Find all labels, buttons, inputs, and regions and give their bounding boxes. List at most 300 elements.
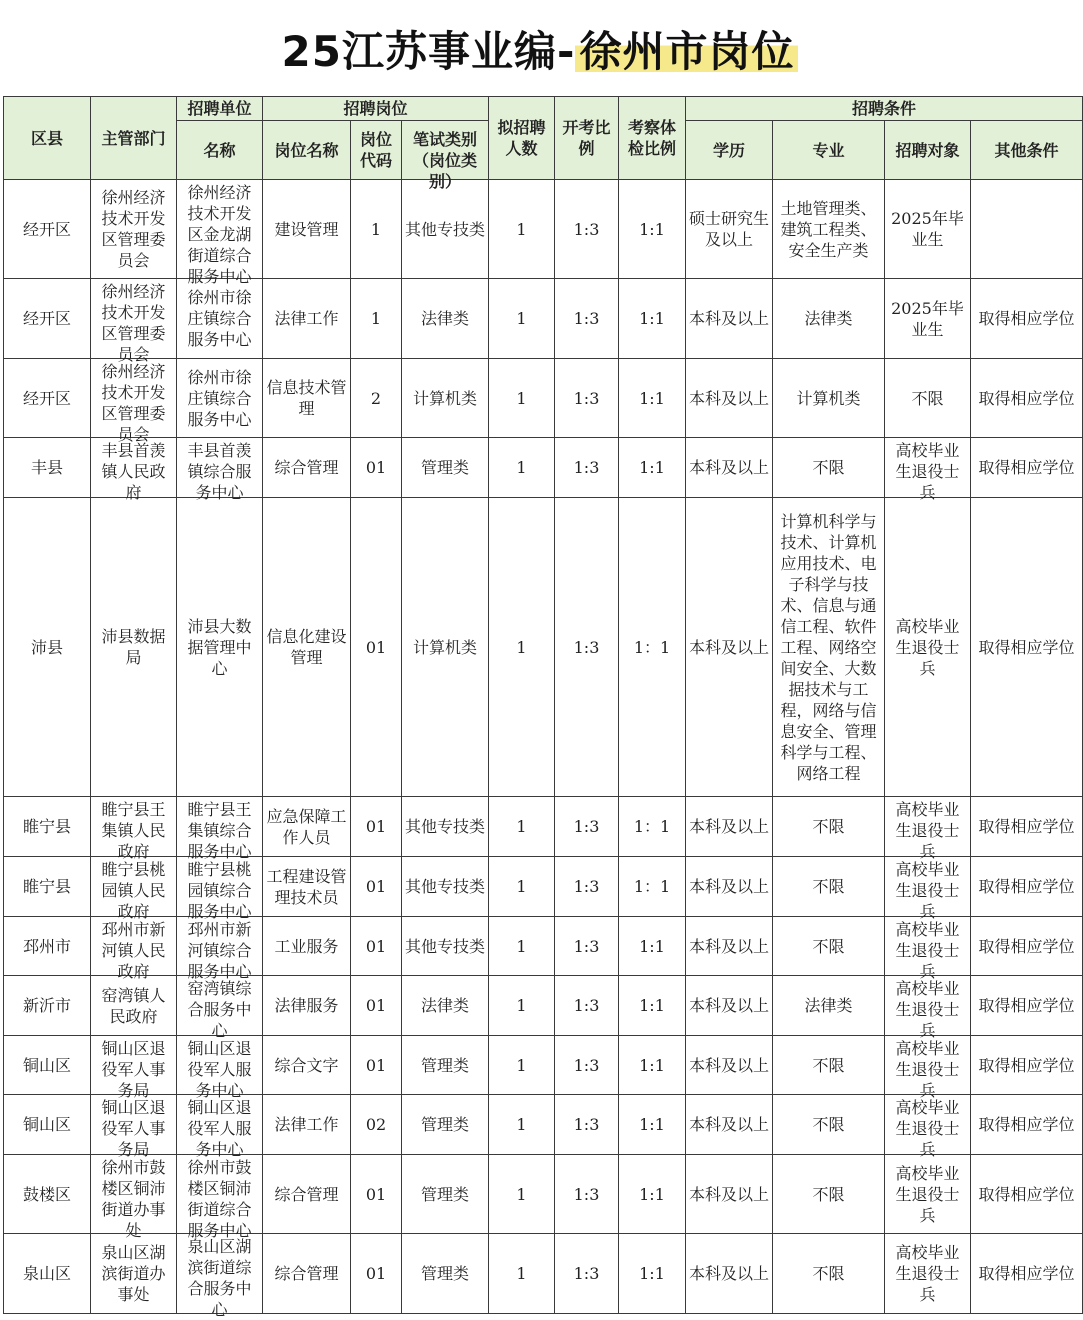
cell-other-text: 取得相应学位 [978, 458, 1075, 477]
cell-dept-text: 徐州经济技术开发区管理委员会 [101, 281, 166, 364]
cell-check [619, 1155, 686, 1234]
cell-post-text: 综合管理 [274, 458, 339, 477]
cell-district [4, 797, 91, 857]
cell-exam [402, 438, 489, 498]
cell-num-text: 1 [516, 936, 527, 956]
cell-district-text: 铜山区 [22, 1115, 71, 1134]
cell-code-text: 02 [365, 1115, 387, 1134]
cell-ratio-text: 1:3 [573, 388, 600, 408]
cell-target [885, 498, 971, 797]
table-row [4, 976, 1083, 1036]
cell-edu-text: 本科及以上 [689, 1115, 770, 1134]
cell-target [885, 279, 971, 359]
cell-unit-text: 徐州经济技术开发区金龙湖街道综合服务中心 [187, 182, 252, 286]
cell-target [885, 180, 971, 279]
cell-district-text: 邳州市 [22, 936, 71, 956]
cell-dept [91, 498, 177, 797]
cell-num-text: 1 [516, 877, 527, 896]
table-row [4, 797, 1083, 857]
cell-code [351, 498, 402, 797]
cell-district-text: 沛县 [30, 637, 63, 657]
cell-check [619, 279, 686, 359]
cell-post-text: 综合管理 [274, 1184, 339, 1204]
cell-ratio [555, 279, 619, 359]
cell-unit [177, 438, 263, 502]
cell-other [971, 1234, 1083, 1314]
header-other: 其他条件 [971, 121, 1083, 180]
cell-post [263, 1234, 351, 1314]
cell-code-text: 01 [365, 936, 387, 956]
header-dept: 主管部门 [91, 97, 177, 180]
cell-exam-text: 其他专技类 [405, 936, 486, 956]
cell-district-text: 经开区 [22, 388, 71, 408]
cell-post [263, 797, 351, 857]
cell-ratio [555, 976, 619, 1036]
cell-check [619, 180, 686, 279]
cell-dept-text: 徐州经济技术开发区管理委员会 [101, 188, 166, 270]
cell-unit-text: 铜山区退役军人服务中心 [187, 1038, 252, 1100]
cell-district [4, 917, 91, 976]
cell-exam-text: 管理类 [420, 1115, 469, 1134]
cell-post-text: 法律工作 [274, 309, 339, 328]
cell-code [351, 279, 402, 359]
cell-code-text: 01 [365, 877, 387, 896]
cell-dept-text: 邳州市新河镇人民政府 [101, 919, 166, 981]
cell-exam-text: 管理类 [420, 458, 469, 477]
table-row [4, 917, 1083, 976]
cell-other [971, 1036, 1083, 1095]
cell-post-text: 综合管理 [274, 1264, 339, 1283]
cell-code-text: 01 [365, 1184, 387, 1204]
cell-code-text: 01 [365, 996, 387, 1015]
cell-exam [402, 498, 489, 797]
cell-dept-text: 铜山区退役军人事务局 [101, 1038, 166, 1100]
cell-district-text: 新沂市 [22, 996, 71, 1015]
cell-dept-text: 泉山区湖滨街道办事处 [101, 1243, 166, 1304]
cell-exam [402, 1234, 489, 1314]
cell-district-text: 铜山区 [22, 1055, 71, 1075]
cell-exam-text: 管理类 [420, 1264, 469, 1283]
cell-district-text: 经开区 [22, 219, 71, 239]
table-row [4, 1155, 1083, 1234]
cell-post-text: 法律工作 [274, 1115, 339, 1134]
cell-edu [686, 857, 773, 917]
cell-major [773, 797, 885, 857]
page-title [0, 22, 1080, 82]
cell-unit-text: 徐州市鼓楼区铜沛街道综合服务中心 [187, 1157, 252, 1240]
cell-check-text: 1:1 [639, 936, 665, 956]
cell-check [619, 1095, 686, 1155]
cell-district [4, 1155, 91, 1234]
cell-target [885, 917, 971, 981]
header-post-name: 岗位名称 [263, 121, 351, 180]
cell-dept-text: 丰县首羡镇人民政府 [101, 440, 166, 502]
cell-district [4, 1234, 91, 1314]
cell-unit [177, 857, 263, 921]
cell-check-text: 1:1 [639, 1264, 665, 1283]
cell-other-text: 取得相应学位 [978, 1184, 1075, 1204]
cell-dept [91, 857, 177, 921]
cell-unit [177, 359, 263, 438]
cell-edu-text: 本科及以上 [689, 936, 770, 956]
cell-district [4, 180, 91, 279]
cell-major-text: 不限 [812, 458, 845, 477]
cell-major-text: 计算机类 [796, 388, 861, 408]
cell-edu [686, 1036, 773, 1095]
cell-ratio [555, 438, 619, 498]
cell-dept [91, 1155, 177, 1240]
cell-edu-text: 本科及以上 [689, 1184, 770, 1204]
cell-major [773, 279, 885, 359]
cell-exam [402, 180, 489, 279]
cell-edu [686, 498, 773, 797]
header-major: 专业 [773, 121, 885, 180]
cell-target-text: 2025年毕业生 [891, 209, 964, 249]
cell-other [971, 180, 1083, 279]
cell-num [489, 1234, 555, 1314]
cell-other [971, 498, 1083, 797]
cell-unit-text: 泉山区湖滨街道综合服务中心 [187, 1236, 252, 1319]
cell-dept-text: 睢宁县桃园镇人民政府 [101, 859, 166, 921]
cell-other [971, 857, 1083, 917]
cell-ratio-text: 1:3 [573, 877, 600, 896]
cell-code [351, 180, 402, 279]
cell-post-text: 工程建设管理技术员 [266, 866, 347, 907]
cell-ratio [555, 1095, 619, 1155]
header-conditions-group: 招聘条件 [686, 97, 1083, 121]
cell-major-text: 不限 [812, 936, 845, 956]
cell-dept [91, 1036, 177, 1100]
cell-target-text: 高校毕业生退役士兵 [895, 978, 960, 1040]
cell-major [773, 1155, 885, 1234]
cell-ratio-text: 1:3 [573, 1184, 600, 1204]
cell-edu-text: 本科及以上 [689, 996, 770, 1015]
cell-code [351, 917, 402, 976]
table-body [4, 180, 1083, 1319]
cell-exam-text: 法律类 [420, 996, 469, 1015]
cell-exam-text: 其他专技类 [405, 877, 486, 896]
cell-exam-text: 其他专技类 [405, 817, 486, 836]
cell-major-text: 不限 [812, 877, 845, 896]
cell-unit [177, 1095, 263, 1159]
cell-code [351, 359, 402, 438]
cell-post [263, 438, 351, 498]
cell-num-text: 1 [516, 1264, 527, 1283]
cell-edu [686, 1234, 773, 1314]
cell-dept [91, 1095, 177, 1159]
cell-other [971, 1095, 1083, 1155]
cell-major-text: 计算机科学与技术、计算机应用技术、电子科学与技术、信息与通信工程、软件工程、网络空间安全、大数据技术与工程，网络与信息安全、管理科学与工程、网络工程 [780, 511, 877, 783]
cell-num-text: 1 [516, 1184, 527, 1204]
cell-target-text: 不限 [911, 388, 944, 408]
positions-table [3, 96, 1083, 1319]
cell-post [263, 976, 351, 1036]
cell-post [263, 359, 351, 438]
cell-district [4, 438, 91, 498]
cell-check [619, 1036, 686, 1095]
cell-edu [686, 917, 773, 976]
cell-major [773, 180, 885, 279]
cell-unit-text: 徐州市徐庄镇综合服务中心 [187, 288, 252, 349]
cell-edu-text: 本科及以上 [689, 637, 770, 657]
cell-district [4, 1095, 91, 1155]
cell-check-text: 1:1 [639, 458, 665, 477]
cell-target [885, 359, 971, 438]
cell-major-text: 不限 [812, 1184, 845, 1204]
cell-major [773, 976, 885, 1036]
cell-post [263, 279, 351, 359]
cell-check [619, 917, 686, 976]
cell-check-text: 1：1 [633, 877, 671, 896]
cell-code-text: 01 [365, 1055, 387, 1075]
cell-num-text: 1 [516, 637, 527, 657]
cell-edu-text: 本科及以上 [689, 1264, 770, 1283]
cell-other [971, 1155, 1083, 1234]
header-edu: 学历 [686, 121, 773, 180]
cell-dept-text: 铜山区退役军人事务局 [101, 1097, 166, 1159]
cell-target-text: 2025年毕业生 [891, 298, 964, 339]
cell-num-text: 1 [516, 1115, 527, 1134]
cell-ratio-text: 1:3 [573, 817, 600, 836]
header-exam-ratio: 开考比例 [555, 97, 619, 180]
cell-edu-text: 本科及以上 [689, 817, 770, 836]
cell-post [263, 498, 351, 797]
cell-check [619, 797, 686, 857]
cell-edu [686, 438, 773, 498]
cell-exam [402, 359, 489, 438]
cell-unit-text: 窑湾镇综合服务中心 [187, 978, 252, 1040]
cell-code [351, 976, 402, 1036]
cell-target [885, 857, 971, 921]
cell-target [885, 1036, 971, 1100]
cell-post-text: 法律服务 [274, 996, 339, 1015]
cell-edu-text: 本科及以上 [689, 388, 770, 408]
cell-exam [402, 1155, 489, 1234]
cell-district-text: 泉山区 [22, 1264, 71, 1283]
cell-code-text: 01 [365, 1264, 387, 1283]
cell-exam [402, 1036, 489, 1095]
cell-major [773, 1036, 885, 1095]
cell-code [351, 857, 402, 917]
cell-num [489, 917, 555, 976]
cell-num [489, 1095, 555, 1155]
cell-ratio-text: 1:3 [573, 1055, 600, 1075]
cell-major-text: 土地管理类、建筑工程类、安全生产类 [780, 198, 877, 260]
cell-edu [686, 797, 773, 857]
cell-unit [177, 1234, 263, 1319]
cell-check-text: 1:1 [639, 1055, 665, 1075]
cell-edu-text: 硕士研究生及以上 [689, 209, 770, 249]
cell-exam [402, 279, 489, 359]
cell-dept [91, 976, 177, 1036]
header-post-code: 岗位代码 [351, 121, 402, 180]
cell-exam-text: 其他专技类 [405, 219, 486, 239]
cell-unit-text: 沛县大数据管理中心 [187, 616, 252, 678]
cell-exam [402, 857, 489, 917]
cell-other-text: 取得相应学位 [978, 996, 1075, 1015]
cell-unit-text: 丰县首羡镇综合服务中心 [187, 440, 252, 502]
cell-check-text: 1：1 [633, 817, 671, 836]
cell-dept [91, 359, 177, 444]
cell-district-text: 睢宁县 [22, 877, 71, 896]
cell-post-text: 综合文字 [274, 1055, 339, 1075]
cell-target-text: 高校毕业生退役士兵 [895, 919, 960, 981]
cell-edu [686, 976, 773, 1036]
cell-edu [686, 359, 773, 438]
cell-post-text: 应急保障工作人员 [266, 806, 347, 847]
header-district: 区县 [4, 97, 91, 180]
cell-exam-text: 计算机类 [412, 637, 477, 657]
cell-check [619, 498, 686, 797]
cell-major [773, 857, 885, 917]
cell-check [619, 857, 686, 917]
header-post-group: 招聘岗位 [263, 97, 489, 121]
cell-district [4, 279, 91, 359]
cell-check [619, 1234, 686, 1314]
cell-post [263, 1155, 351, 1234]
cell-target-text: 高校毕业生退役士兵 [895, 616, 960, 678]
cell-dept-text: 沛县数据局 [101, 627, 166, 667]
cell-other [971, 797, 1083, 857]
cell-code [351, 438, 402, 498]
cell-target [885, 1234, 971, 1314]
cell-other-text: 取得相应学位 [978, 1055, 1075, 1075]
cell-other-text: 取得相应学位 [978, 1115, 1075, 1134]
cell-major [773, 498, 885, 797]
cell-unit [177, 976, 263, 1040]
table-row [4, 1234, 1083, 1314]
cell-district-text: 丰县 [30, 458, 63, 477]
cell-code-text: 1 [370, 219, 382, 239]
cell-check-text: 1：1 [633, 637, 671, 657]
cell-unit [177, 180, 263, 286]
cell-post [263, 180, 351, 279]
cell-target-text: 高校毕业生退役士兵 [895, 1097, 960, 1159]
cell-target-text: 高校毕业生退役士兵 [895, 1038, 960, 1100]
cell-post [263, 1095, 351, 1155]
cell-dept-text: 徐州经济技术开发区管理委员会 [101, 361, 166, 444]
cell-other [971, 279, 1083, 359]
cell-other-text: 取得相应学位 [978, 1264, 1075, 1283]
cell-target [885, 797, 971, 861]
cell-unit-text: 睢宁县桃园镇综合服务中心 [187, 859, 252, 921]
cell-major-text: 法律类 [804, 996, 853, 1015]
cell-target [885, 1155, 971, 1234]
cell-check-text: 1:1 [639, 388, 665, 408]
cell-ratio-text: 1:3 [573, 936, 600, 956]
cell-num [489, 797, 555, 857]
cell-code-text: 01 [365, 458, 387, 477]
cell-num [489, 279, 555, 359]
cell-num-text: 1 [516, 309, 527, 328]
header-exam-type-text: 笔试类别（岗位类别） [412, 130, 477, 191]
cell-code [351, 1095, 402, 1155]
cell-code-text: 01 [365, 817, 387, 836]
table-row [4, 1095, 1083, 1155]
cell-major [773, 359, 885, 438]
cell-unit [177, 279, 263, 359]
cell-ratio [555, 797, 619, 857]
cell-num [489, 180, 555, 279]
header-row-1 [4, 97, 1083, 121]
cell-post-text: 信息技术管理 [266, 378, 347, 418]
cell-district [4, 498, 91, 797]
cell-major-text: 不限 [812, 817, 845, 836]
cell-other [971, 438, 1083, 498]
cell-dept-text: 窑湾镇人民政府 [101, 985, 166, 1026]
cell-post-text: 信息化建设管理 [266, 627, 347, 667]
cell-edu-text: 本科及以上 [689, 877, 770, 896]
cell-exam-text: 管理类 [420, 1055, 469, 1075]
cell-edu [686, 1155, 773, 1234]
cell-edu [686, 180, 773, 279]
cell-unit [177, 797, 263, 861]
table-row [4, 279, 1083, 359]
cell-unit-text: 徐州市徐庄镇综合服务中心 [187, 367, 252, 429]
cell-ratio [555, 1036, 619, 1095]
cell-district [4, 857, 91, 917]
cell-target-text: 高校毕业生退役士兵 [895, 1163, 960, 1225]
cell-ratio-text: 1:3 [573, 996, 600, 1015]
cell-post [263, 917, 351, 976]
cell-exam-text: 法律类 [420, 309, 469, 328]
cell-check-text: 1:1 [639, 1115, 665, 1134]
cell-check [619, 359, 686, 438]
cell-num [489, 438, 555, 498]
table-row [4, 857, 1083, 917]
table-row [4, 180, 1083, 279]
cell-target [885, 438, 971, 502]
cell-other-text: 取得相应学位 [978, 936, 1075, 956]
cell-num [489, 498, 555, 797]
cell-check-text: 1:1 [639, 1184, 665, 1204]
cell-dept [91, 797, 177, 861]
cell-unit-text: 铜山区退役军人服务中心 [187, 1097, 252, 1159]
cell-exam [402, 917, 489, 976]
cell-district-text: 鼓楼区 [22, 1184, 71, 1204]
cell-check-text: 1:1 [639, 996, 665, 1015]
cell-num [489, 359, 555, 438]
cell-post [263, 1036, 351, 1095]
cell-check-text: 1:1 [639, 309, 665, 328]
cell-major-text: 不限 [812, 1055, 845, 1075]
cell-num-text: 1 [516, 458, 527, 477]
cell-edu-text: 本科及以上 [689, 1055, 770, 1075]
cell-major [773, 1234, 885, 1314]
cell-major-text: 不限 [812, 1264, 845, 1283]
cell-num-text: 1 [516, 1055, 527, 1075]
cell-target [885, 976, 971, 1040]
header-headcount: 拟招聘人数 [489, 97, 555, 180]
cell-other [971, 359, 1083, 438]
cell-num-text: 1 [516, 388, 527, 408]
cell-other-text: 取得相应学位 [978, 817, 1075, 836]
cell-ratio [555, 1234, 619, 1314]
cell-district-text: 睢宁县 [22, 817, 71, 836]
cell-unit-text: 睢宁县王集镇综合服务中心 [187, 799, 252, 861]
header-unit-group: 招聘单位 [177, 97, 263, 121]
cell-dept [91, 279, 177, 364]
cell-dept [91, 180, 177, 279]
cell-major [773, 917, 885, 976]
cell-code [351, 1036, 402, 1095]
cell-target-text: 高校毕业生退役士兵 [895, 799, 960, 861]
cell-ratio-text: 1:3 [573, 219, 600, 239]
cell-other [971, 917, 1083, 976]
table-row [4, 359, 1083, 438]
cell-ratio-text: 1:3 [573, 309, 600, 328]
cell-dept [91, 917, 177, 981]
